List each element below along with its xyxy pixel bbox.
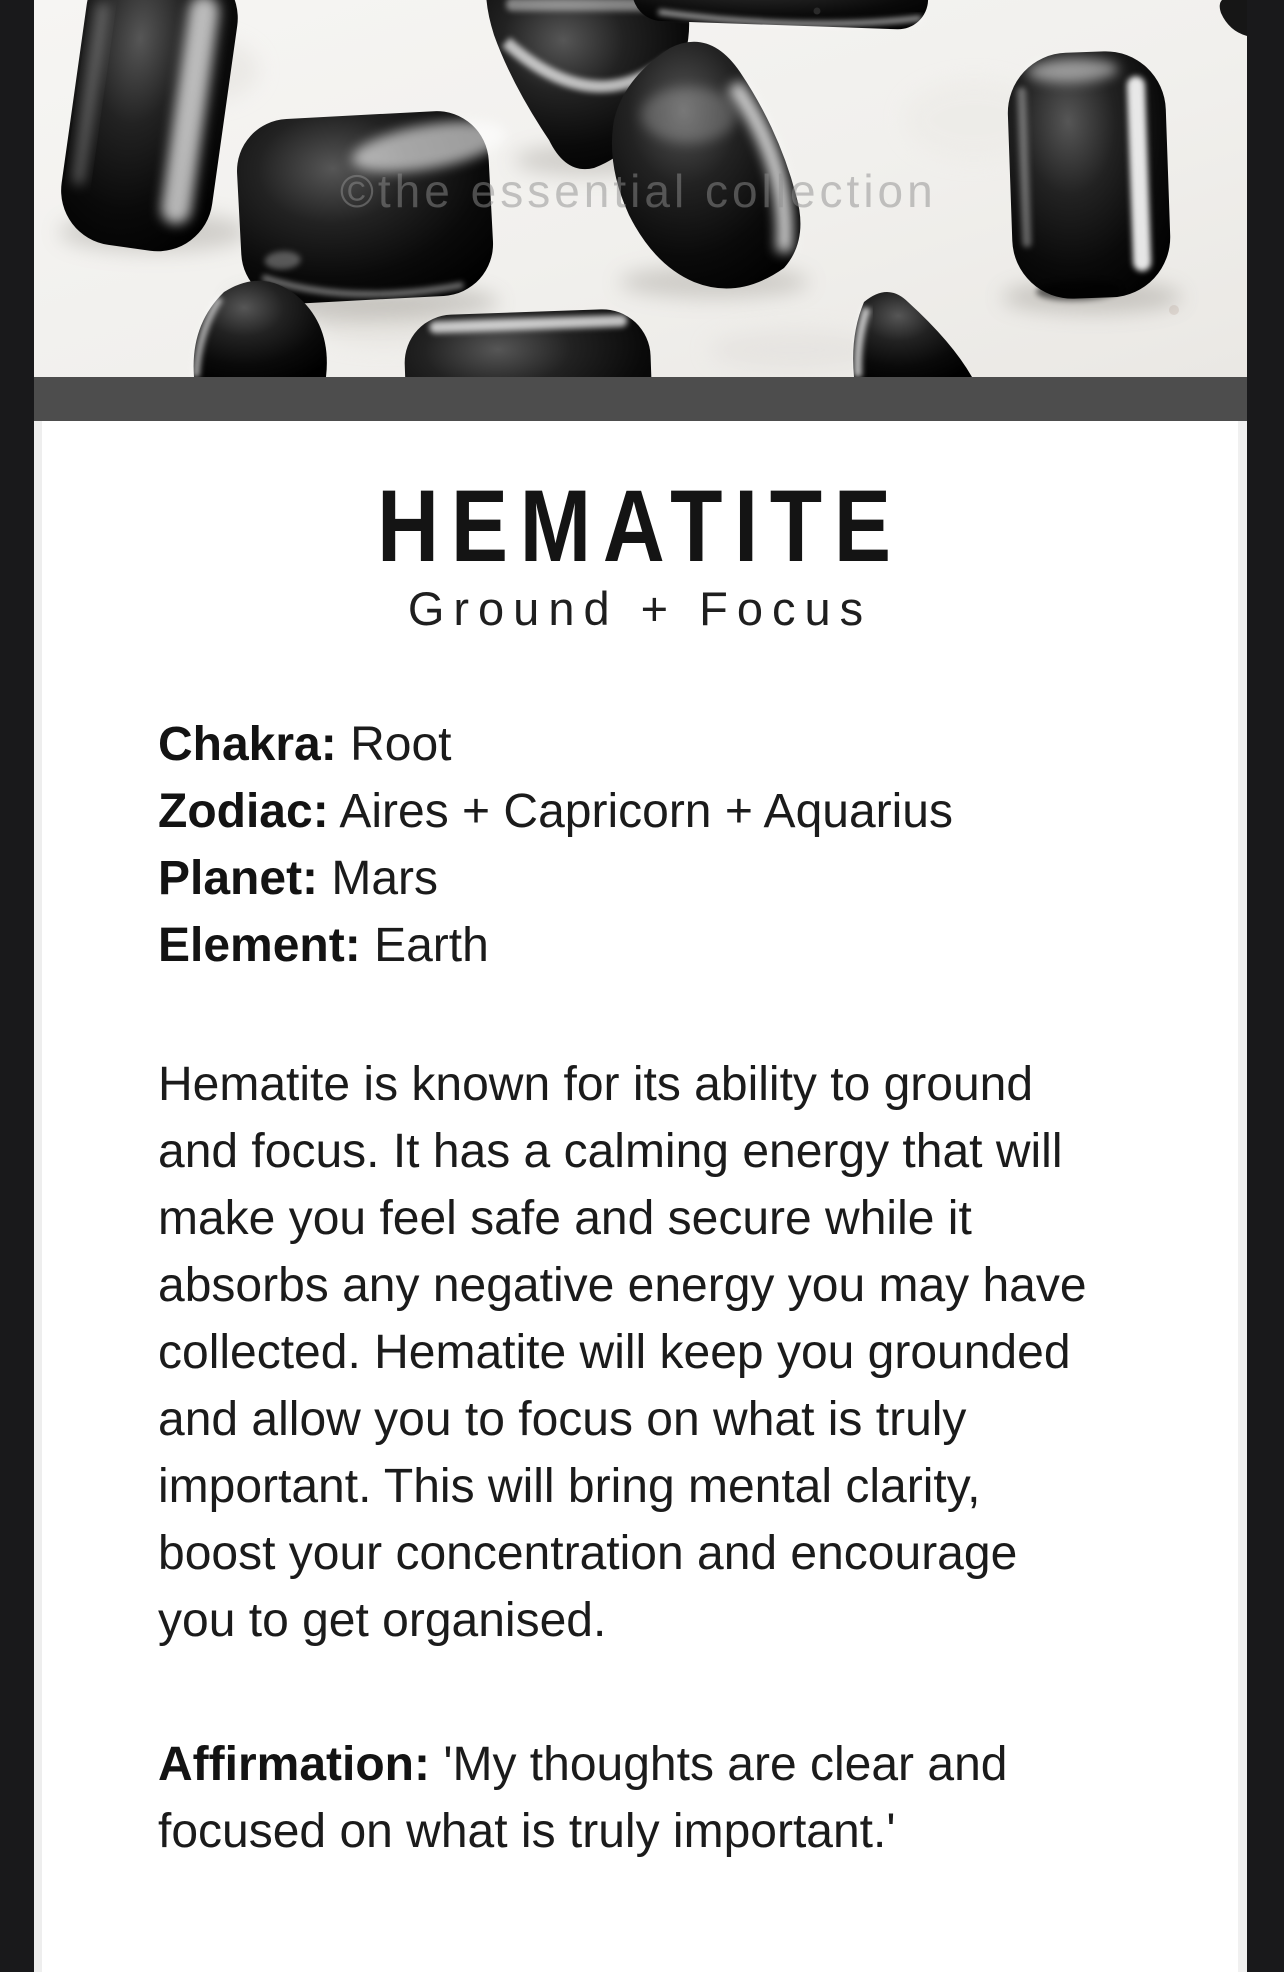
hematite-stones-illustration <box>34 0 1247 377</box>
affirmation-paragraph <box>42 1731 1238 1865</box>
stone-right-pill <box>1006 49 1173 302</box>
card-content <box>34 421 1247 1972</box>
property-value: Root <box>350 718 452 771</box>
property-row-planet <box>158 845 1178 912</box>
property-row-chakra <box>158 711 1178 778</box>
property-label: Chakra: <box>158 718 337 771</box>
page-title: HEMATITE <box>377 469 903 583</box>
property-label: Zodiac: <box>158 785 329 838</box>
property-label: Element: <box>158 919 361 972</box>
description-paragraph: Hematite is known for its ability to ground and focus. It has a calming energy that will make you feel safe and secure while it absorbs any negative energy you may have collected. Hematite will keep you grounded and allow you to focus on what is truly important. This will bring mental clarity, boost your concentration and encourage you to get organised. <box>158 1058 1087 1647</box>
hematite-photo <box>34 0 1247 377</box>
property-row-element <box>158 912 1178 979</box>
stone-bottom-center <box>403 308 653 377</box>
property-value: Mars <box>331 852 439 905</box>
properties-list <box>42 711 1238 979</box>
property-label: Planet: <box>158 852 319 905</box>
property-value: Earth <box>374 919 489 972</box>
watermark-text: ©the essential collection <box>340 165 937 217</box>
page-subtitle: Ground + Focus <box>407 582 873 635</box>
divider-bar <box>34 377 1247 421</box>
card-page <box>34 0 1247 1972</box>
property-value: Aires + Capricorn + Aquarius <box>339 785 953 838</box>
affirmation-text: 'My thoughts are clear and focused on what is truly important.' <box>158 1738 1008 1858</box>
property-row-zodiac <box>158 778 1178 845</box>
speck <box>814 8 821 15</box>
affirmation-label: Affirmation: <box>158 1738 430 1791</box>
